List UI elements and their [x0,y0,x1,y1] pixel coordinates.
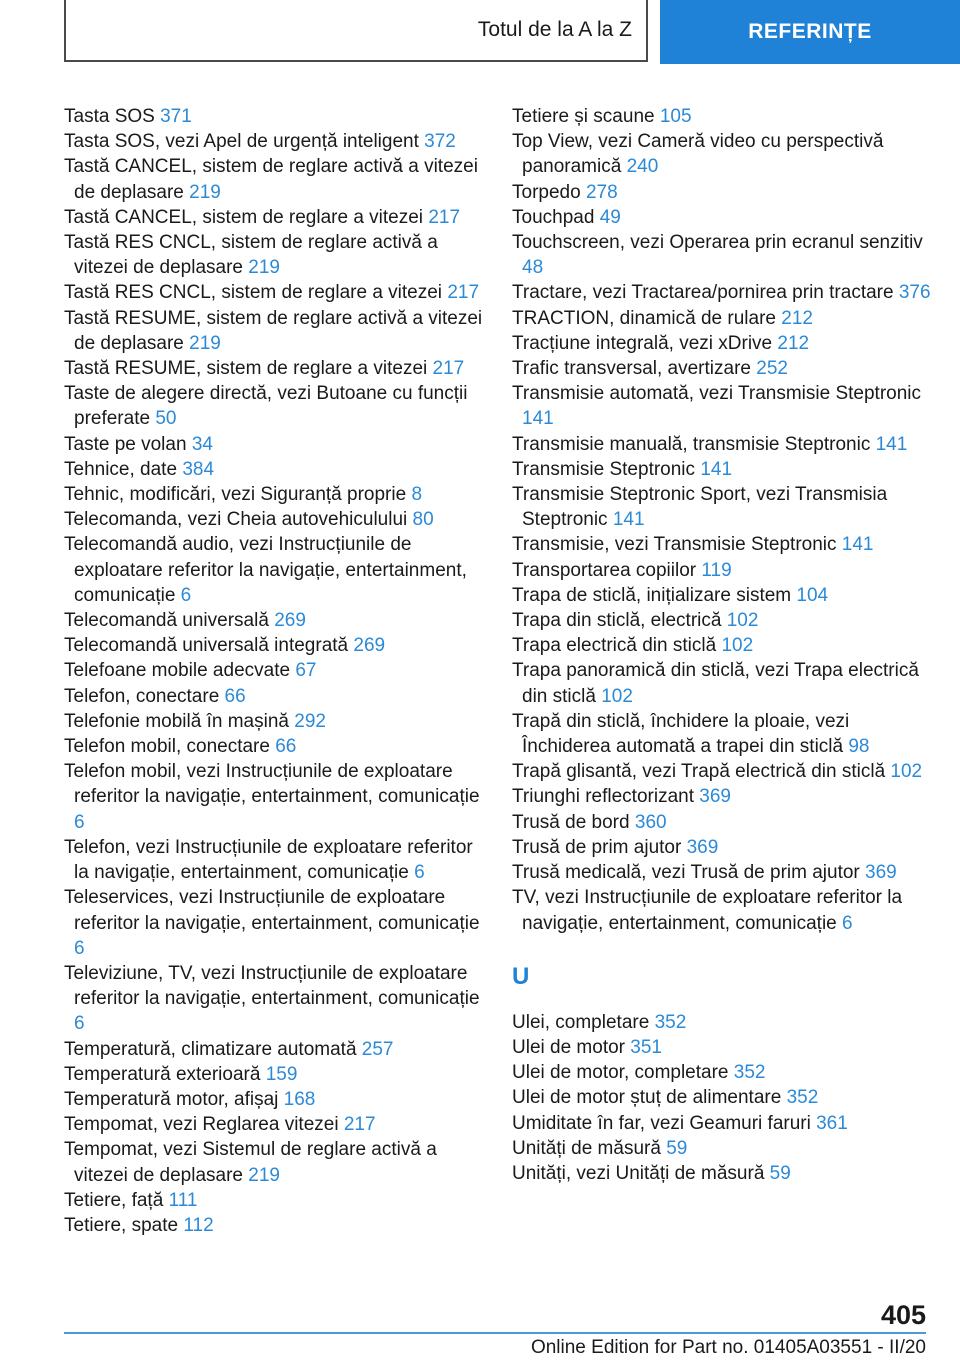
footer-edition-text: Online Edition for Part no. 01405A03551 - II/20 [530,1337,926,1358]
index-entry [512,1085,932,1110]
index-entry-text: Transmisie Steptronic [512,458,701,480]
index-entry-text: Tastă RESUME, sistem de reglare a vitezei [64,358,433,380]
page-reference-link[interactable]: 278 [585,181,618,203]
index-entry [512,482,932,532]
index-entry [512,1111,932,1136]
index-entry-text: Telecomandă universală integrată [64,635,354,657]
index-entry-text: Telefonie mobilă în mașină [64,710,295,732]
index-column-right [512,104,932,1186]
page-reference-link[interactable]: 269 [353,635,386,657]
index-entry [512,885,932,935]
index-entry-text: Trapă din sticlă, închidere la ploaie, vezi Închiderea automată a trapei din sticlă [512,710,850,758]
index-column-left [64,104,484,1238]
page-reference-link[interactable]: 66 [224,685,246,707]
index-entry [512,835,932,860]
page-reference-link[interactable]: 168 [283,1088,316,1110]
index-entry-text: Teleservices, vezi Instrucțiunile de exploatare referitor la navigație, entertainment, comunicație [64,887,480,934]
index-entry [64,205,484,230]
page-reference-link[interactable]: 217 [447,282,480,304]
page-reference-link[interactable]: 102 [721,635,754,657]
index-entry-text: Tempomat, vezi Reglarea vitezei [64,1114,344,1136]
index-entry [512,356,932,381]
index-entry [64,1188,484,1213]
page-reference-link[interactable]: 6 [180,584,192,606]
page-reference-link[interactable]: 372 [424,131,456,153]
index-entry [64,1137,484,1187]
page-reference-link[interactable]: 48 [522,257,544,279]
page-reference-link[interactable]: 217 [428,206,461,228]
index-entry-text: Tasta SOS [64,106,161,127]
page-reference-link[interactable]: 105 [659,106,692,127]
index-entry-text: Tehnic, modificări, vezi Siguranță proprie [64,484,412,506]
page-reference-link[interactable]: 217 [343,1114,376,1136]
header-section-title [64,0,648,62]
page-reference-link[interactable]: 59 [769,1162,791,1184]
index-entry-text: Transmisie Steptronic Sport, vezi Transmisia Steptronic [512,484,888,531]
index-entry-text: Trapă glisantă, vezi Trapă electrică din sticlă [512,761,891,783]
index-entry-text: Top View, vezi Cameră video cu perspectivă panoramică [512,131,884,178]
index-entry-text: Touchscreen, vezi Operarea prin ecranul senzitiv [512,232,923,254]
index-entry [512,306,932,331]
index-entry-text: Tastă CANCEL, sistem de reglare a vitezei [64,206,429,228]
index-entry [64,684,484,709]
page-reference-link[interactable]: 102 [601,685,633,707]
index-entry-text: Tastă RES CNCL, sistem de reglare a vitezei [64,282,448,304]
index-entry [64,381,484,431]
page-reference-link[interactable]: 6 [414,862,425,884]
index-entry-text: Telefoane mobile adecvate [64,660,296,682]
index-entry-text: Tetiere și scaune [512,106,660,127]
page-reference-link[interactable]: 67 [295,660,317,682]
index-entry-text: Trusă medicală, vezi Trusă de prim ajutor [512,862,866,884]
index-entry-text: Tastă RES CNCL, sistem de reglare activă a vitezei de deplasare [64,232,438,279]
index-entry [64,1037,484,1062]
page-number: 405 [880,1300,926,1330]
index-entry [64,759,484,835]
index-entry [64,129,484,154]
page-reference-link[interactable]: 141 [841,534,874,556]
page-reference-link[interactable]: 361 [816,1112,848,1134]
index-entry [64,658,484,683]
page-reference-link[interactable]: 6 [74,1013,85,1035]
page-reference-link[interactable]: 159 [265,1063,298,1085]
index-entry [512,1161,932,1186]
index-entry [512,558,932,583]
index-entry [512,1136,932,1161]
index-entry [512,432,932,457]
index-entry-text: Tastă RESUME, sistem de reglare activă a vitezei de deplasare [64,307,483,354]
index-entry-text: Ulei, completare [512,1011,655,1033]
page-reference-link[interactable]: 98 [848,736,870,758]
index-entry-text: Trapa din sticlă, electrică [512,610,727,632]
index-entry-text: Tetiere, spate [64,1214,184,1236]
page-reference-link[interactable]: 352 [733,1062,766,1084]
index-entry-text: Ulei de motor [512,1036,631,1058]
index-entry [64,709,484,734]
index-entry [64,230,484,280]
index-entry [64,1062,484,1087]
page-reference-link[interactable]: 59 [666,1137,688,1159]
index-entry [64,835,484,885]
index-entry [64,432,484,457]
index-entry-text: Tastă CANCEL, sistem de reglare activă a vitezei de deplasare [64,156,478,203]
page-reference-link[interactable]: 292 [294,710,326,732]
index-entry-text: Transmisie, vezi Transmisie Steptronic [512,534,842,556]
page-reference-link[interactable]: 141 [700,458,733,480]
page-reference-link[interactable]: 269 [274,610,306,632]
page-reference-link[interactable]: 219 [189,332,221,354]
index-entry [512,583,932,608]
header-chapter-tab[interactable] [660,0,960,64]
index-entry [64,532,484,608]
index-entry [64,1112,484,1137]
index-entry-text: Tractare, vezi Tractarea/pornirea prin tractare [512,282,899,304]
page-reference-link[interactable]: 50 [155,408,177,430]
index-entry-text: Telefon mobil, conectare [64,736,276,758]
index-entry [64,356,484,381]
index-entry [64,104,484,129]
page-reference-link[interactable]: 119 [701,559,732,581]
index-list-u [512,1010,932,1186]
page-reference-link[interactable]: 371 [160,106,192,127]
index-entry [64,457,484,482]
index-entry [512,784,932,809]
index-entry [64,306,484,356]
page-reference-link[interactable]: 6 [842,912,853,934]
index-entry-text: Telefon, vezi Instrucțiunile de exploatare referitor la navigație, entertainment, comunicație [64,836,473,884]
index-entry-text: Telefon, conectare [64,685,225,707]
page-reference-link[interactable]: 6 [74,937,85,959]
index-entry-text: Transportarea copiilor [512,559,702,581]
index-entry [512,633,932,658]
index-entry [64,280,484,305]
page-reference-link[interactable]: 141 [522,408,554,430]
index-entry [512,129,932,179]
page-reference-link[interactable]: 212 [781,307,813,329]
page-reference-link[interactable]: 369 [699,786,731,808]
page-reference-link[interactable]: 369 [686,836,719,858]
index-entry-text: TRACTION, dinamică de rulare [512,307,782,329]
page-reference-link[interactable]: 141 [875,433,908,455]
page-reference-link[interactable]: 252 [756,358,788,380]
page-reference-link[interactable]: 360 [634,811,667,833]
page-reference-link[interactable]: 352 [654,1011,687,1033]
page-reference-link[interactable]: 240 [626,156,659,178]
index-entry [512,1010,932,1035]
index-entry [64,885,484,961]
index-entry [512,280,932,305]
page-reference-link[interactable]: 384 [182,458,215,480]
index-entry-text: Unități de măsură [512,1137,667,1159]
index-entry [512,658,932,708]
index-entry-text: Umiditate în far, vezi Geamuri faruri [512,1112,817,1134]
page-reference-link[interactable]: 219 [248,257,280,279]
page-reference-link[interactable]: 369 [865,862,897,884]
index-entry [512,860,932,885]
index-entry [512,205,932,230]
page-reference-link[interactable]: 212 [777,332,810,354]
index-entry [512,381,932,431]
page-reference-link[interactable]: 376 [898,282,931,304]
index-entry-text: Tempomat, vezi Sistemul de reglare activă a vitezei de deplasare [64,1139,437,1186]
index-entry [512,104,932,129]
page-reference-link[interactable]: 219 [248,1164,280,1186]
index-entry-text: Transmisie automată, vezi Transmisie Steptronic [512,383,922,405]
index-entry [64,1087,484,1112]
index-entry-text: Telecomandă audio, vezi Instrucțiunile de exploatare referitor la navigație, entertainment, comunicație [64,534,467,606]
page-reference-link[interactable]: 6 [74,811,85,833]
index-entry-text: Temperatură motor, afișaj [64,1088,284,1110]
page-reference-link[interactable]: 66 [275,736,297,758]
index-list-t [512,104,932,936]
index-entry-text: Trapa de sticlă, inițializare sistem [512,584,797,606]
index-entry [512,457,932,482]
index-entry [512,331,932,356]
page-reference-link[interactable]: 8 [411,484,423,506]
page-reference-link[interactable]: 80 [412,509,434,531]
index-entry [64,633,484,658]
page-reference-link[interactable]: 217 [432,358,465,380]
page-reference-link[interactable]: 102 [726,610,759,632]
page-reference-link[interactable]: 34 [191,433,213,455]
index-entry-text: Taste pe volan [64,433,192,455]
page-reference-link[interactable]: 111 [168,1189,198,1211]
index-entry [512,1060,932,1085]
page-reference-link[interactable]: 49 [599,206,621,228]
index-entry-text: Tracțiune integrală, vezi xDrive [512,332,778,354]
index-entry-text: Temperatură exterioară [64,1063,266,1085]
index-entry-text: Trusă de prim ajutor [512,836,687,858]
index-entry-text: Triunghi reflectorizant [512,786,700,808]
index-entry [512,532,932,557]
index-entry-text: Ulei de motor, completare [512,1062,734,1084]
index-entry-text: Tetiere, față [64,1189,169,1211]
index-entry-text: Transmisie manuală, transmisie Steptronic [512,433,876,455]
page-reference-link[interactable]: 141 [612,509,645,531]
index-entry [64,961,484,1037]
index-entry-text: Unități, vezi Unități de măsură [512,1162,770,1184]
index-entry-text: Torpedo [512,181,586,203]
index-entry-text: Ulei de motor ștuț de alimentare [512,1087,787,1109]
index-entry [512,759,932,784]
index-entry [64,734,484,759]
section-letter-u: U [512,962,530,990]
index-entry-text: Tasta SOS, vezi Apel de urgență inteligent [64,131,425,153]
index-entry-text: TV, vezi Instrucțiunile de exploatare referitor la navigație, entertainment, comunicație [512,887,903,934]
index-entry-text: Telefon mobil, vezi Instrucțiunile de exploatare referitor la navigație, entertainment, comunicație [64,761,480,808]
index-entry-text: Taste de alegere directă, vezi Butoane cu funcții preferate [64,383,468,430]
index-entry-text: Trapa panoramică din sticlă, vezi Trapa electrică din sticlă [512,660,919,707]
index-entry-text: Tehnice, date [64,458,183,480]
page-reference-link[interactable]: 257 [361,1038,394,1060]
index-entry-text: Temperatură, climatizare automată [64,1038,362,1060]
index-entry [512,608,932,633]
index-entry [64,507,484,532]
index-entry-text: Trusă de bord [512,811,635,833]
index-entry-text: Televiziune, TV, vezi Instrucțiunile de exploatare referitor la navigație, entertainment, comunicație [64,962,480,1010]
index-entry-text: Trapa electrică din sticlă [512,635,722,657]
index-entry [512,1035,932,1060]
index-entry [512,810,932,835]
index-entry [512,230,932,280]
chapter-tab-label: REFERINȚE [748,20,872,43]
index-entry-text: Trafic transversal, avertizare [512,358,757,380]
index-entry [64,154,484,204]
page-reference-link[interactable]: 352 [786,1087,819,1109]
page-reference-link[interactable]: 102 [890,761,923,783]
index-entry-text: Telecomanda, vezi Cheia autovehiculului [64,509,413,531]
index-entry-text: Touchpad [512,206,600,228]
section-title: Totul de la A la Z [477,18,632,41]
page-reference-link[interactable]: 104 [796,584,829,606]
index-entry [512,709,932,759]
index-entry [512,180,932,205]
page-reference-link[interactable]: 351 [630,1036,662,1058]
index-entry-text: Telecomandă universală [64,610,275,632]
page-reference-link[interactable]: 112 [183,1214,214,1236]
page-reference-link[interactable]: 219 [189,181,221,203]
index-entry [64,608,484,633]
index-entry [64,482,484,507]
index-entry [64,1213,484,1238]
